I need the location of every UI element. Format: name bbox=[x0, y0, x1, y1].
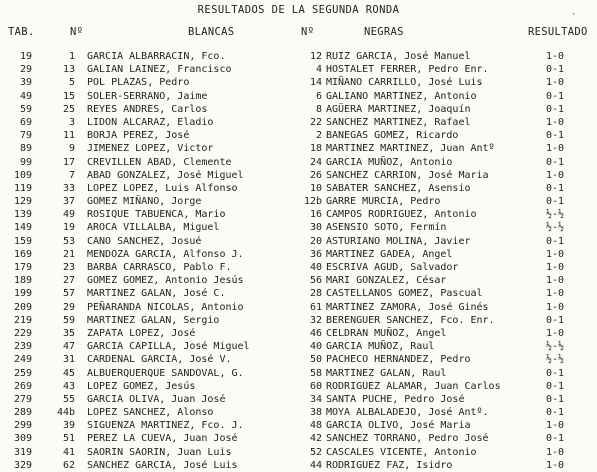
board-number: 269 bbox=[13, 380, 32, 392]
board-number: 109 bbox=[13, 169, 32, 181]
header-resultado: RESULTADO bbox=[528, 26, 588, 38]
white-player-name: PEREZ LA CUEVA, Juan José bbox=[87, 433, 238, 445]
white-player-number: 44b bbox=[56, 407, 75, 419]
white-player-name: GOMEZ GOMEZ, Antonio Jesús bbox=[87, 275, 244, 287]
table-row bbox=[0, 182, 597, 195]
board-number: 219 bbox=[13, 314, 32, 326]
black-player-name: CASTELLANOS GOMEZ, Pascual bbox=[326, 288, 483, 300]
white-player-number: 55 bbox=[62, 393, 75, 405]
black-player-number: 58 bbox=[309, 367, 322, 379]
board-number: 159 bbox=[13, 235, 32, 247]
board-number: 199 bbox=[13, 288, 32, 300]
corner-mark: · bbox=[571, 10, 577, 20]
board-number: 79 bbox=[19, 130, 32, 142]
white-player-name: GALIAN LAINEZ, Francisco bbox=[87, 64, 232, 76]
game-result: 0-1 bbox=[546, 433, 565, 445]
game-result: 1-0 bbox=[546, 51, 565, 62]
board-number: 319 bbox=[13, 446, 32, 458]
black-player-number: 16 bbox=[309, 209, 322, 221]
black-player-name: ESCRIVA AGUD, Salvador bbox=[326, 262, 459, 273]
black-player-name: BANEGAS GOMEZ, Ricardo bbox=[326, 130, 459, 142]
white-player-name: SAORIN SAORIN, Juan Luis bbox=[87, 446, 232, 458]
white-player-name: CREVILLEN ABAD, Clemente bbox=[87, 156, 232, 168]
table-row bbox=[0, 446, 597, 459]
black-player-number: 18 bbox=[309, 143, 322, 155]
white-player-name: MENDOZA GARCIA, Alfonso J. bbox=[87, 248, 244, 260]
white-player-name: GARCIA OLIVA, Juan José bbox=[87, 393, 226, 405]
game-result: ½-½ bbox=[546, 209, 565, 221]
white-player-name: CANO SANCHEZ, Josué bbox=[87, 235, 202, 247]
game-result: 0-1 bbox=[546, 380, 565, 392]
black-player-number: 12 bbox=[309, 51, 322, 62]
white-player-name: SANCHEZ GARCIA, José Luis bbox=[87, 459, 238, 471]
black-player-number: 52 bbox=[309, 446, 322, 458]
table-row bbox=[0, 406, 597, 419]
board-number: 129 bbox=[13, 196, 32, 208]
board-number: 29 bbox=[19, 64, 32, 76]
board-number: 89 bbox=[19, 143, 32, 155]
white-player-number: 25 bbox=[62, 103, 75, 115]
white-player-number: 11 bbox=[62, 130, 75, 142]
board-number: 239 bbox=[13, 341, 32, 353]
black-player-name: GARCIA MUÑOZ, Raul bbox=[326, 341, 435, 353]
results-table bbox=[0, 50, 597, 472]
white-player-name: LOPEZ SANCHEZ, Alonso bbox=[87, 407, 214, 419]
black-player-name: MARTINEZ ZAMORA, José Ginés bbox=[326, 301, 489, 313]
black-player-number: 61 bbox=[309, 301, 322, 313]
board-number: 259 bbox=[13, 367, 32, 379]
table-row bbox=[0, 50, 597, 63]
game-result: 0-1 bbox=[546, 156, 565, 168]
white-player-number: 17 bbox=[62, 156, 75, 168]
table-row bbox=[0, 103, 597, 116]
black-player-number: 56 bbox=[309, 275, 322, 287]
board-number: 299 bbox=[13, 420, 32, 432]
white-player-name: ALBUERQUERQUE SANDOVAL, G. bbox=[87, 367, 244, 379]
white-player-number: 47 bbox=[62, 341, 75, 353]
black-player-number: 34 bbox=[309, 393, 322, 405]
table-row bbox=[0, 367, 597, 380]
white-player-name: GOMEZ MIÑANO, Jorge bbox=[87, 196, 202, 208]
table-row bbox=[0, 380, 597, 393]
table-row bbox=[0, 142, 597, 155]
white-player-number: 35 bbox=[62, 327, 75, 339]
game-result: 0-1 bbox=[546, 314, 565, 326]
black-player-name: SANCHEZ TORRANO, Pedro José bbox=[326, 433, 489, 445]
white-player-number: 53 bbox=[62, 235, 75, 247]
white-player-name: POL PLAZAS, Pedro bbox=[87, 77, 190, 89]
table-row bbox=[0, 63, 597, 76]
black-player-number: 60 bbox=[309, 380, 322, 392]
black-player-number: 22 bbox=[309, 116, 322, 128]
black-player-name: HOSTALET FERRER, Pedro Enr. bbox=[326, 64, 489, 76]
table-row bbox=[0, 235, 597, 248]
black-player-number: 12b bbox=[303, 196, 322, 208]
board-number: 309 bbox=[13, 433, 32, 445]
game-result: 1-0 bbox=[546, 288, 565, 300]
black-player-number: 50 bbox=[309, 354, 322, 366]
board-number: 209 bbox=[13, 301, 32, 313]
white-player-name: ROSIQUE TABUENCA, Mario bbox=[87, 209, 226, 221]
board-number: 99 bbox=[19, 156, 32, 168]
table-row bbox=[0, 327, 597, 340]
white-player-number: 13 bbox=[62, 64, 75, 76]
board-number: 39 bbox=[19, 77, 32, 89]
white-player-number: 33 bbox=[62, 182, 75, 194]
game-result: 1-0 bbox=[546, 459, 565, 471]
white-player-number: 51 bbox=[62, 433, 75, 445]
white-player-name: GARCIA ALBARRACIN, Fco. bbox=[87, 51, 226, 62]
white-player-number: 43 bbox=[62, 380, 75, 392]
game-result: 0-1 bbox=[546, 196, 565, 208]
white-player-name: GARCIA CAPILLA, José Miguel bbox=[87, 341, 250, 353]
black-player-number: 26 bbox=[309, 169, 322, 181]
white-player-number: 1 bbox=[68, 51, 75, 62]
black-player-name: MARI GONZALEZ, César bbox=[326, 275, 447, 287]
white-player-name: PEÑARANDA NICOLAS, Antonio bbox=[87, 301, 244, 313]
black-player-name: SANTA PUCHE, Pedro José bbox=[326, 393, 465, 405]
board-number: 279 bbox=[13, 393, 32, 405]
table-row bbox=[0, 432, 597, 445]
black-player-name: PACHECO HERNANDEZ, Pedro bbox=[326, 354, 471, 366]
black-player-name: SANCHEZ CARRION, José Maria bbox=[326, 169, 489, 181]
black-player-number: 44 bbox=[309, 459, 322, 471]
table-row bbox=[0, 419, 597, 432]
game-result: 1-0 bbox=[546, 116, 565, 128]
board-number: 139 bbox=[13, 209, 32, 221]
table-row bbox=[0, 76, 597, 89]
black-player-number: 30 bbox=[309, 222, 322, 234]
table-row bbox=[0, 393, 597, 406]
black-player-number: 46 bbox=[309, 327, 322, 339]
black-player-name: ASTURIANO MOLINA, Javier bbox=[326, 235, 471, 247]
black-player-name: MARTINEZ MARTINEZ, Juan Antº bbox=[326, 143, 495, 155]
board-number: 69 bbox=[19, 116, 32, 128]
white-player-number: 62 bbox=[62, 459, 75, 471]
game-result: 0-1 bbox=[546, 64, 565, 76]
black-player-name: CASCALES VICENTE, Antonio bbox=[326, 446, 477, 458]
game-result: 1-0 bbox=[546, 420, 565, 432]
game-result: 1-0 bbox=[546, 262, 565, 273]
white-player-name: LIDON ALCARAZ, Eladio bbox=[87, 116, 214, 128]
white-player-number: 15 bbox=[62, 90, 75, 102]
header-blancas: BLANCAS bbox=[188, 26, 235, 38]
white-player-number: 19 bbox=[62, 222, 75, 234]
white-player-number: 45 bbox=[62, 367, 75, 379]
table-row bbox=[0, 274, 597, 287]
table-row bbox=[0, 248, 597, 261]
white-player-number: 31 bbox=[62, 354, 75, 366]
game-result: 0-1 bbox=[546, 407, 565, 419]
black-player-name: CAMPOS RODRIGUEZ, Antonio bbox=[326, 209, 477, 221]
game-result: 1-0 bbox=[546, 143, 565, 155]
table-row bbox=[0, 340, 597, 353]
board-number: 289 bbox=[13, 407, 32, 419]
white-player-number: 7 bbox=[68, 169, 75, 181]
board-number: 49 bbox=[19, 90, 32, 102]
table-row bbox=[0, 208, 597, 221]
table-row bbox=[0, 156, 597, 169]
white-player-number: 5 bbox=[68, 77, 75, 89]
game-result: 1-0 bbox=[546, 327, 565, 339]
game-result: 0-1 bbox=[546, 367, 565, 379]
table-row bbox=[0, 353, 597, 366]
page-title: RESULTADOS DE LA SEGUNDA RONDA bbox=[197, 4, 400, 16]
black-player-number: 36 bbox=[309, 248, 322, 260]
white-player-number: 37 bbox=[62, 196, 75, 208]
white-player-name: SOLER-SERRANO, Jaime bbox=[87, 90, 208, 102]
white-player-number: 29 bbox=[62, 301, 75, 313]
black-player-name: GALIANO MARTINEZ, Antonio bbox=[326, 90, 477, 102]
header-no: Nº bbox=[70, 26, 84, 38]
black-player-number: 4 bbox=[315, 64, 322, 76]
black-player-name: GARCIA MUÑOZ, Antonio bbox=[326, 156, 453, 168]
white-player-name: CARDENAL GARCIA, José V. bbox=[87, 354, 232, 366]
table-row bbox=[0, 459, 597, 472]
white-player-name: JIMENEZ LOPEZ, Victor bbox=[87, 143, 214, 155]
board-number: 19 bbox=[19, 51, 32, 62]
board-number: 59 bbox=[19, 103, 32, 115]
black-player-number: 24 bbox=[309, 156, 322, 168]
black-player-number: 48 bbox=[309, 420, 322, 432]
black-player-number: 32 bbox=[309, 314, 322, 326]
white-player-name: ZAPATA LOPEZ, José bbox=[87, 327, 196, 339]
white-player-number: 21 bbox=[62, 248, 75, 260]
black-player-name: RODRIGUEZ ALAMAR, Juan Carlos bbox=[326, 380, 501, 392]
black-player-name: MIÑANO CARRILLO, José Luis bbox=[326, 77, 483, 89]
table-row bbox=[0, 314, 597, 327]
white-player-name: SIGUENZA MARTINEZ, Fco. J. bbox=[87, 420, 244, 432]
game-result: ½-½ bbox=[546, 341, 565, 353]
white-player-number: 3 bbox=[68, 116, 75, 128]
black-player-name: ASENSIO SOTO, Fermín bbox=[326, 222, 447, 234]
white-player-name: LOPEZ GOMEZ, Jesús bbox=[87, 380, 196, 392]
board-number: 329 bbox=[13, 459, 32, 471]
white-player-name: AROCA VILLALBA, Miguel bbox=[87, 222, 220, 234]
table-row bbox=[0, 116, 597, 129]
black-player-name: SANCHEZ MARTINEZ, Rafael bbox=[326, 116, 471, 128]
board-number: 189 bbox=[13, 275, 32, 287]
game-result: 0-1 bbox=[546, 90, 565, 102]
header-negras: NEGRAS bbox=[364, 26, 404, 38]
black-player-name: RODRIGUEZ FAZ, Isidro bbox=[326, 459, 453, 471]
game-result: 1-0 bbox=[546, 169, 565, 181]
white-player-number: 57 bbox=[62, 288, 75, 300]
table-row bbox=[0, 287, 597, 300]
black-player-name: RUIZ GARCIA, José Manuel bbox=[326, 51, 471, 62]
white-player-number: 23 bbox=[62, 262, 75, 273]
header-no-negras: Nº bbox=[301, 26, 315, 38]
board-number: 179 bbox=[13, 262, 32, 273]
white-player-name: BARBA CARRASCO, Pablo F. bbox=[87, 262, 232, 273]
game-result: 1-0 bbox=[546, 77, 565, 89]
board-number: 249 bbox=[13, 354, 32, 366]
white-player-name: REYES ANDRES, Carlos bbox=[87, 103, 208, 115]
black-player-number: 6 bbox=[315, 90, 322, 102]
black-player-name: MARTINEZ GALAN, Raul bbox=[326, 367, 447, 379]
black-player-number: 10 bbox=[309, 182, 322, 194]
black-player-number: 14 bbox=[309, 77, 322, 89]
game-result: 0-1 bbox=[546, 393, 565, 405]
game-result: 0-1 bbox=[546, 182, 565, 194]
table-row bbox=[0, 301, 597, 314]
white-player-number: 9 bbox=[68, 143, 75, 155]
white-player-number: 39 bbox=[62, 420, 75, 432]
black-player-number: 40 bbox=[309, 262, 322, 273]
black-player-name: CELDRAN MUÑOZ, Angel bbox=[326, 327, 447, 339]
black-player-name: GARCIA OLIVO, José Maria bbox=[326, 420, 471, 432]
white-player-number: 41 bbox=[62, 446, 75, 458]
black-player-name: BERENGUER SANCHEZ, Fco. Enr. bbox=[326, 314, 495, 326]
header-tab: TAB. bbox=[8, 26, 35, 38]
black-player-number: 28 bbox=[309, 288, 322, 300]
game-result: ½-½ bbox=[546, 354, 565, 366]
board-number: 119 bbox=[13, 182, 32, 194]
game-result: 1-0 bbox=[546, 275, 565, 287]
black-player-number: 20 bbox=[309, 235, 322, 247]
white-player-name: BORJA PEREZ, José bbox=[87, 130, 190, 142]
table-row bbox=[0, 221, 597, 234]
game-result: 1-0 bbox=[546, 446, 565, 458]
black-player-number: 8 bbox=[315, 103, 322, 115]
black-player-name: GARRE MURCIA, Pedro bbox=[326, 196, 441, 208]
black-player-number: 38 bbox=[309, 407, 322, 419]
black-player-name: SABATER SANCHEZ, Asensio bbox=[326, 182, 471, 194]
white-player-name: ABAD GONZALEZ, José Miguel bbox=[87, 169, 244, 181]
white-player-name: MARTINEZ GALAN, José C. bbox=[87, 288, 226, 300]
black-player-name: MARTINEZ GADEA, Angel bbox=[326, 248, 453, 260]
white-player-number: 27 bbox=[62, 275, 75, 287]
black-player-name: MOYA ALBALADEJO, José Antº. bbox=[326, 407, 489, 419]
board-number: 169 bbox=[13, 248, 32, 260]
game-result: 1-0 bbox=[546, 248, 565, 260]
table-row bbox=[0, 261, 597, 274]
game-result: 0-1 bbox=[546, 130, 565, 142]
table-row bbox=[0, 129, 597, 142]
board-number: 229 bbox=[13, 327, 32, 339]
white-player-number: 59 bbox=[62, 314, 75, 326]
game-result: 0-1 bbox=[546, 103, 565, 115]
table-row bbox=[0, 195, 597, 208]
black-player-name: AGÜERA MARTINEZ, Joaquín bbox=[326, 103, 471, 115]
game-result: 1-0 bbox=[546, 301, 565, 313]
black-player-number: 42 bbox=[309, 433, 322, 445]
white-player-name: MARTINEZ GALAN, Sergio bbox=[87, 314, 220, 326]
table-row bbox=[0, 90, 597, 103]
game-result: 0-1 bbox=[546, 235, 565, 247]
white-player-name: LOPEZ LOPEZ, Luis Alfonso bbox=[87, 182, 238, 194]
game-result: ½-½ bbox=[546, 222, 565, 234]
white-player-number: 49 bbox=[62, 209, 75, 221]
table-row bbox=[0, 169, 597, 182]
board-number: 149 bbox=[13, 222, 32, 234]
black-player-number: 40 bbox=[309, 341, 322, 353]
black-player-number: 2 bbox=[315, 130, 322, 142]
